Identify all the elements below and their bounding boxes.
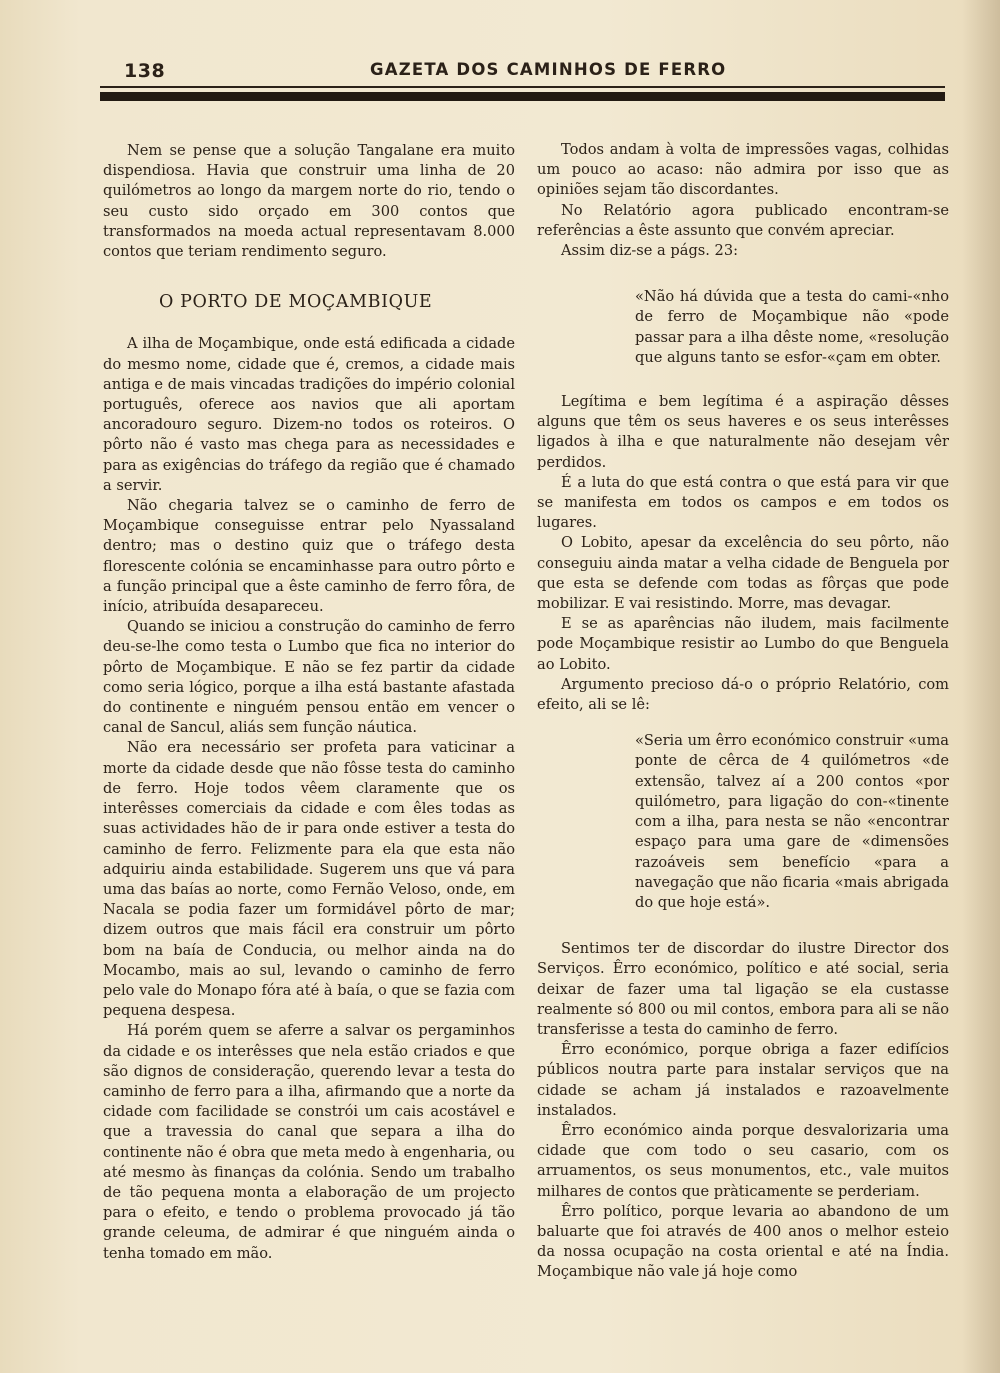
left-paragraph-3: Quando se iniciou a construção do caminho de ferro deu-se-lhe como testa o Lumbo que fica no interior do pôrto de Moçambique. E não se fez partir da cidade como seria lógico, porque a ilha está bastante afastada do continente e ninguém pensou então em vencer o canal de Sancul, aliás sem função náutica. — [103, 618, 515, 737]
intro-paragraph: Nem se pense que a solução Tangalane era muito dispendiosa. Havia que construir uma linha de 20 quilómetros ao longo da margem norte do rio, tendo o seu custo sido orçado em 300 contos que transformados na moeda actual representavam 8.000 contos que teriam rendimento seguro. — [103, 142, 515, 261]
left-paragraph-1: A ilha de Moçambique, onde está edificada a cidade do mesmo nome, cidade que é, cremos, a cidade mais antiga e de mais vincadas tradições do império colonial português, oferece aos navios que ali aportam ancoradouro seguro. Dizem-no todos os roteiros. O pôrto não é vasto mas chega para as necessidades e para as exigências do tráfego da região que é chamado a servir. — [103, 335, 515, 494]
block-quote-2 — [635, 731, 949, 913]
right-paragraph-10: Êrro económico, porque obriga a fazer edifícios públicos noutra parte para instalar serviços que na cidade se acham já instalados e razoavelmente instalados. — [537, 1041, 949, 1119]
right-paragraph-9: Sentimos ter de discordar do ilustre Director dos Serviços. Êrro económico, político e até social, seria deixar de fazer uma tal ligação se ela custasse realmente só 800 ou mil contos, embora para ali se não transferisse a testa do caminho de ferro. — [537, 940, 949, 1038]
block-quote-1 — [635, 287, 949, 368]
right-paragraph-5: É a luta do que está contra o que está para vir que se manifesta em todos os campos e em todos os lugares. — [537, 473, 949, 532]
right-paragraph-7: E se as aparências não iludem, mais facilmente pode Moçambique resistir ao Lumbo do que Benguela ao Lobito. — [537, 615, 949, 673]
quote-spacer-bottom-2 — [537, 913, 949, 939]
header-rule-thick — [100, 92, 945, 101]
left-paragraph-5: Há porém quem se aferre a salvar os pergaminhos da cidade e os interêsses que nela estão criados e que são dignos de consideração, querendo levar a testa do caminho de ferro para a ilha, afirmando que a norte da cidade com facilidade se constrói um cais acostável e que a travessia do canal que separa a ilha do continente não é obra que meta medo à engenharia, ou até mesmo às finanças da colónia. Sendo um trabalho de tão pequena monta a elaboração de um projecto para o efeito, e tendo o problema provocado já tão grande celeuma, de admirar é que ninguém ainda o tenha tomado em mão. — [103, 1022, 515, 1262]
right-paragraph-1: Todos andam à volta de impressões vagas, colhidas um pouco ao acaso: não admira por isso que as opiniões sejam tão discordantes. — [537, 141, 949, 199]
left-paragraph-4: Não era necessário ser profeta para vaticinar a morte da cidade desde que não fôsse testa do caminho de ferro. Hoje todos vêem claramente que os interêsses comerciais da cidade e com êles todas as suas actividades hão de ir para onde estiver a testa do caminho de ferro. Felizmente para ela que esta não adquiriu ainda estabilidade. Sugerem uns que vá para uma das baías ao norte, como Fernão Veloso, onde, em Nacala se podia fazer um formidável pôrto de mar; dizem outros que mais fácil era construir um pôrto bom na baía de Conducia, ou melhor ainda na do Mocambo, mais ao sul, levando o caminho de ferro pelo vale do Monapo fóra até à baía, o que se fazia com pequena despesa. — [103, 739, 515, 1020]
quote-spacer-bottom — [537, 368, 949, 392]
page-number: 138 — [124, 60, 166, 82]
page-gutter-shadow — [962, 0, 1000, 1373]
section-heading: O PORTO DE MOÇAMBIQUE — [159, 292, 433, 313]
journal-title: GAZETA DOS CAMINHOS DE FERRO — [370, 60, 727, 79]
header-rule-thin — [100, 86, 945, 88]
page-header — [100, 58, 945, 84]
right-column — [537, 140, 949, 1283]
block-quote-2-text: «Seria um êrro económico construir «uma ponte de cêrca de 4 quilómetros «de extensão, talvez aí a 200 contos «por quilómetro, para ligação do con-«tinente com a ilha, para nesta se não «encontrar espaço para uma gare de «dimensões razoáveis sem benefício «para a navegação que não ficaria «mais abrigada do que hoje está». — [635, 732, 949, 911]
right-paragraph-3: Assim diz-se a págs. 23: — [561, 242, 739, 260]
right-paragraph-6: O Lobito, apesar da excelência do seu pôrto, não conseguiu ainda matar a velha cidade de Benguela por que esta se defende com todas as fôrças que pode mobilizar. E vai resistindo. Morre, mas devagar. — [537, 534, 949, 613]
right-paragraph-4: Legítima e bem legítima é a aspiração dêsses alguns que têm os seus haveres e os seus interêsses ligados à ilha e que naturalmente não desejam vêr perdidos. — [537, 393, 949, 471]
left-paragraph-2: Não chegaria talvez se o caminho de ferro de Moçambique conseguisse entrar pelo Nyassaland dentro; mas o destino quiz que o tráfego desta florescente colónia se encaminhasse para outro pôrto e a função principal que a êste caminho de ferro fôra, de início, atribuída desapareceu. — [103, 497, 515, 616]
right-paragraph-12: Êrro político, porque levaria ao abandono de um baluarte que foi através de 400 anos o melhor esteio da nossa ocupação na costa oriental e até na Índia. Moçambique não vale já hoje como — [537, 1202, 949, 1281]
left-column — [103, 141, 515, 1264]
right-paragraph-11: Êrro económico ainda porque desvalorizaria uma cidade que com todo o seu casario, com os arruamentos, os seus monumentos, etc., vale muitos milhares de contos que pràticamente se perderiam. — [537, 1121, 949, 1200]
block-quote-1-text: «Não há dúvida que a testa do cami-«nho de ferro de Moçambique não «pode passar para a ilha dêste nome, «resolução que alguns tanto se esfor-«çam em obter. — [635, 288, 949, 366]
quote-spacer-top — [537, 261, 949, 287]
right-paragraph-8: Argumento precioso dá-o o próprio Relatório, com efeito, ali se lê: — [537, 675, 949, 714]
right-paragraph-2: No Relatório agora publicado encontram-se referências a êste assunto que convém apreciar. — [537, 201, 949, 239]
quote-spacer-top-2 — [537, 715, 949, 731]
